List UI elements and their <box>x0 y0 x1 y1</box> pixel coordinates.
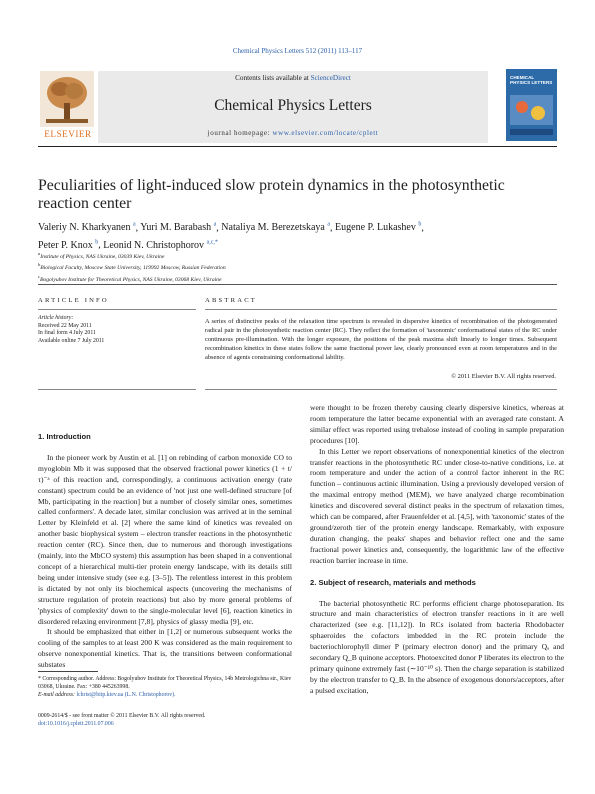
affiliation: $^b$Biological Faculty, Moscow State University, 119992 Moscow, Russian Federation <box>38 262 226 272</box>
article-info-heading: ARTICLE INFO <box>38 297 109 304</box>
journal-citation[interactable]: Chemical Physics Letters 512 (2011) 113–117 <box>232 47 363 55</box>
corresponding-author-note: * Corresponding author. Address: Bogolyubov Institute for Theoretical Physics, 14b Metrologichna str., Kiev 03068, Ukraine. Fax: +380 445263998. <box>38 676 292 690</box>
affiliation: $^c$Bogolyubov Institute for Theoretical Physics, NAS Ukraine, 03068 Kiev, Ukraine <box>38 273 222 283</box>
author[interactable]: Eugene P. Lukashev $^b$ <box>335 222 422 234</box>
homepage-prefix: journal homepage: <box>207 129 273 137</box>
article-title: Peculiarities of light-induced slow protein dynamics in the photosynthetic reaction center <box>38 177 505 212</box>
article-history <box>38 315 198 345</box>
journal-homepage <box>98 129 488 137</box>
right-column <box>310 403 564 697</box>
article-info-bottom-rule <box>38 389 196 390</box>
doi-link[interactable]: doi:10.1016/j.cplett.2011.07.006 <box>38 720 114 727</box>
right-paragraph-1: were thought to be frozen thereby causing clearly dispersive kinetics, whereas at room temperature the latter became exponential with an averaged rate constant. A similar effect was reported using trehalose instead of cooling in sample preparation procedures [10]. <box>310 403 564 445</box>
received-date: Received 22 May 2011 <box>38 322 92 329</box>
sciencedirect-link[interactable]: ScienceDirect <box>310 74 351 82</box>
author-list: Valeriy N. Kharkyanen $^a$, Yuri M. Barabash $^a$, Nataliya M. Berezetskaya $^a$, Eugene P. Lukashev $^b$, Peter P. Knox $^b$, Leonid N. Christophorov $^{a,c,*}$ <box>38 222 424 251</box>
author[interactable]: Peter P. Knox $^b$ <box>38 239 99 251</box>
journal-name: Chemical Physics Letters <box>214 97 372 114</box>
issn-line: 0009-2614/$ - see front matter © 2011 Elsevier B.V. All rights reserved. <box>38 713 206 719</box>
contents-line <box>98 74 488 82</box>
intro-paragraph-1: In the pioneer work by Austin et al. [1] on rebinding of carbon monoxide CO to myoglobin Mb it was supposed that the observed fractional power kinetics (1 + t/τ)⁻ᵃ of this reaction and, correspondingly, a continuous activation energy (rate constant) spectrum could be an evidence of 'not just one well-defined structure [of Mb, participating in the reaction] but a number of closely similar ones, sometimes called conformers'. A decade later, similar conclusion was arrived at in the seminal Letter by Kleinfeld et al. [2] where the same kind of kinetics was revealed on another basic biophysical system – electron transfer reactions in the photosynthetic reaction center (RC). Since then, due to numerous and thorough investigations (mainly, into the MbCO system) this assumption has been shaped in a conventional concept of a hierarchical multi-tier protein energy landscape, with its details still being under intensive study (see e.g. [3–5]). The relentless interest in this problem is dictated by not only its biochemical aspects (uncovering the mechanisms of structure regulation of protein reactions) but also by more general problems of 'physics of complexity' down to the single-molecular level [6], reaction kinetics in disordered relaxing environment [7,8], physics of glassy media [9], etc. <box>38 452 292 626</box>
history-title: Article history: <box>38 315 74 321</box>
header-divider <box>38 146 557 147</box>
intro-paragraph-2: It should be emphasized that either in [1,2] or numerous subsequent works the cooling of the samples to at least 200 K was considered as the main requirement to observe nonexponential kinetics. That is, the transitions between conformational substates <box>38 627 292 670</box>
abstract-copyright: © 2011 Elsevier B.V. All rights reserved. <box>451 373 556 380</box>
issn-block <box>38 713 298 729</box>
footnote-rule <box>38 671 98 672</box>
authors-divider <box>38 284 557 285</box>
email-link[interactable]: lchrist@bitp.kiev.ua (L.N. Christophorov). <box>76 691 176 698</box>
elsevier-tree-icon <box>38 69 96 129</box>
publisher-name: ELSEVIER <box>44 129 92 139</box>
cover-art-icon <box>506 69 557 141</box>
elsevier-logo <box>38 69 96 145</box>
abstract-rule <box>205 309 557 310</box>
section-heading-introduction: 1. Introduction <box>38 432 91 441</box>
contents-prefix: Contents lists available at <box>235 74 311 82</box>
corresponding-footnote <box>38 676 292 699</box>
author[interactable]: Valeriy N. Kharkyanen $^a$ <box>38 222 136 234</box>
affiliations <box>38 250 558 284</box>
journal-banner <box>98 71 488 143</box>
abstract-heading: ABSTRACT <box>205 297 258 304</box>
cover-title: CHEMICAL PHYSICS LETTERS <box>510 75 553 85</box>
journal-cover-thumbnail <box>506 69 557 141</box>
article-info-rule <box>38 309 196 310</box>
email-label: E-mail address: <box>38 691 77 698</box>
final-form-date: In final form 4 July 2011 <box>38 330 96 337</box>
author[interactable]: Nataliya M. Berezetskaya $^a$ <box>221 222 331 234</box>
affiliation: $^a$Institute of Physics, NAS Ukraine, 03039 Kiev, Ukraine <box>38 251 165 260</box>
email-line <box>38 692 292 700</box>
journal-header <box>38 69 557 145</box>
homepage-link[interactable]: www.elsevier.com/locate/cplett <box>272 129 379 137</box>
right-paragraph-2: In this Letter we report observations of nonexponential kinetics of the electron transfer reactions in the photosynthetic RC under close-to-native conditions, i.e. at room temperature and under the action of a control factor inherent in the RC function – continuous actinic illumination. Using a previously developed version of the maximal entropy method (MEM), we have analyzed charge recombination kinetics and discovered several distinct peaks in the spectrum of relaxation times, which can be compared, after Frauenfelder et al. [4,5], with 'taxonomic' states of the ground/zeroth tier of the protein energy landscape. Remarkably, with exposure duration changing, the peaks' shapes and behavior reflect one and the same fractional power kinetics and, consequently, the logarithmic law of the effective reaction barrier increase in time. <box>310 446 564 565</box>
section-heading-subject: 2. Subject of research, materials and methods <box>310 577 476 587</box>
available-date: Available online 7 July 2011 <box>38 337 105 344</box>
abstract-bottom-rule <box>205 389 557 390</box>
author[interactable]: Yuri M. Barabash $^a$ <box>140 222 217 234</box>
section2-paragraph-1: The bacterial photosynthetic RC performs efficient charge photoseparation. Its structure and main characteristics of electron transfer reactions in it are well characterized (see e.g. [11,12]). In RCs isolated from bacteria Rhodobacter sphaeroides the cofactors imbedded in the RC protein include the bacteriochlorophyll dimer P (primary electron donor) and the primary Qₐ and secondary Q_B quinone acceptors. Photoexcited donor P liberates its electron to the primary quinone extremely fast (∼10⁻¹⁰ s). Then the charge separation is stabilized by the electron transfer to Q_B. In the absence of exogenous donors/acceptors, after a pulsed excitation, <box>310 598 564 695</box>
author[interactable]: Leonid N. Christophorov $^{a,c,*}$ <box>103 239 218 251</box>
left-column <box>38 432 292 671</box>
abstract-text: A series of distinctive peaks of the relaxation time spectrum is revealed in dispersive kinetics of recombination of the photogenerated radical pair in the photosynthetic reaction center (RC). They reflect the formation of 'taxonomic' conformational states of the RC under continuous pre-illumination. With the longer exposure, the positions of the peak maxima shift linearly to longer times. Subsequent recombination kinetics in these states follow the same fractional power law, clearly pronounced even at room temperatures and in the absence of agents constraining conformational lability. <box>205 318 557 361</box>
